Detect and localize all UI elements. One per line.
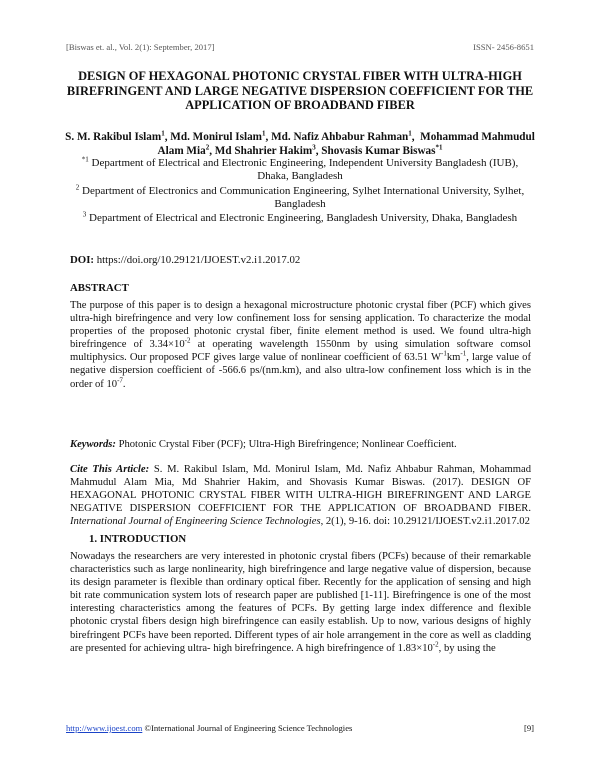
intro-text: Nowadays the researchers are very interested in photonic crystal fibers (PCFs) because of their remarkable characteristics such as large nonlinearity, high birefringence and large negative value of dispersion, because its design parameter is flexible than ordinary optical fiber. Recently for the application of sensing and high bit rate communication system lots of research paper are published [1-11]. Birefringence is one of the most interesting characteristics among the features of PCFs. By getting large index difference and flexible photonic crystal fibers design high birefringence can easily establish. Up to now, various designs of highly birefringent PCFs have been reported. Different types of air hole arrangement in the core as well as cladding are presented for achieving ultra- high birefringence. A high birefringence of 1.83×10 [70,551,531,654]
affiliation-text: Department of Electrical and Electronic Engineering, Bangladesh University, Dhaka, Bangladesh [89,212,518,224]
running-header [66,42,534,56]
abstract-text: , large value of negative dispersion coefficient of -566.6 ps/(nm.km), and also ultra-low confinement loss which is in the order of 10 [70,352,532,390]
author: Mohammad Mahmudul Alam Mia [157,131,535,157]
page-number: [9] [523,723,534,733]
author: Md. Monirul Islam [170,131,262,143]
abstract-text: . [122,378,126,390]
doi-link[interactable]: https://doi.org/10.29121/IJOEST.v2.i1.2017.02 [96,254,301,266]
author-affiliation-mark: 1 [161,129,165,138]
affiliation-mark: 2 [75,183,80,192]
doi-label: DOI: [70,254,94,266]
citation-block [70,463,531,528]
abstract-text: km [446,352,461,364]
intro-text: , by using the [438,642,496,654]
journal-website-link[interactable]: http://www.ijoest.com [66,723,143,733]
abstract-text: The purpose of this paper is to design a hexagonal microstructure photonic crystal fiber (PCF) which gives ultra-high birefringence and very low confinement loss for sensing application. To characterize the modal properties of the proposed photonic crystal fiber, finite element method is used. We found ultra-high birefringence of 3.34×10 [70,300,531,351]
affiliation-mark: 3 [82,210,87,219]
affiliation-mark: *1 [81,155,89,164]
citation-journal: International Journal of Engineering Science Technologies [70,516,321,528]
abstract-body [70,299,531,391]
superscript: -1 [441,349,447,358]
author-list: S. M. Rakibul Islam$^1$, Md. Monirul Islam$^1$, Md. Nafiz Ahbabur Rahman$^1$, Mohammad Mahmudul Alam Mia$^2$, Md Shahrier Hakim$^3$, Shovasis Kumar Biswas$^{*1}$ [65,129,535,157]
affiliation [70,212,530,225]
citation-volume: , 2(1), 9-16. doi: 10.29121/IJOEST.v2.i1.2017.02 [320,516,530,528]
introduction-heading: 1. INTRODUCTION [89,533,187,545]
doi-line [70,254,300,266]
citation-label: Cite This Article: [70,464,150,475]
header-citation: [Biswas et. al., Vol. 2(1): September, 2017] [66,42,215,52]
superscript: -2 [432,640,439,649]
abstract-heading: ABSTRACT [70,282,129,294]
author-affiliation-mark: 3 [312,142,316,151]
keywords-text: Photonic Crystal Fiber (PCF); Ultra-High Birefringence; Nonlinear Coefficient. [118,439,457,450]
author-affiliation-mark: *1 [435,142,443,151]
abstract-text: at operating wavelength 1550nm by using simulation software comsol multiphysics. Our proposed PCF gives large value of nonlinear coefficient of 63.51 W [70,339,531,364]
keywords [70,438,531,451]
paper-title: DESIGN OF HEXAGONAL PHOTONIC CRYSTAL FIBER WITH ULTRA-HIGH BIREFRINGENT AND LARGE NEGATIVE DISPERSION COEFFICIENT FOR THE APPLICATION OF BROADBAND FIBER [66,69,534,112]
citation-text: S. M. Rakibul Islam, Md. Monirul Islam, Md. Nafiz Ahbabur Rahman, Mohammad Mahmudul Alam Mia, Md Shahrier Hakim, and Shovasis Kumar Biswas. (2017). DESIGN OF HEXAGONAL PHOTONIC CRYSTAL FIBER WITH ULTRA-HIGH BIREFRINGENT AND LARGE NEGATIVE DISPERSION COEFFICIENT FOR THE APPLICATION OF BROADBAND FIBER. [70,464,532,515]
superscript: -7 [117,376,123,385]
author: Shovasis Kumar Biswas [321,144,436,157]
introduction-body [70,550,531,655]
footer-copyright: ©International Journal of Engineering Science Technologies [142,723,353,733]
affiliation-text: Department of Electronics and Communication Engineering, Sylhet International University, Sylhet, Bangladesh [82,185,525,211]
author: S. M. Rakibul Islam [65,131,162,143]
author-affiliation-mark: 1 [408,129,412,138]
author: Md. Nafiz Ahbabur Rahman [271,131,409,143]
header-issn: ISSN- 2456-8651 [473,42,534,52]
superscript: -1 [460,349,467,358]
author-affiliation-mark: 2 [205,142,210,151]
affiliation [70,185,530,211]
keywords-label: Keywords: [70,439,116,450]
page-footer [66,723,534,735]
affiliation [70,157,530,183]
affiliation-text: Department of Electrical and Electronic Engineering, Independent University Bangladesh (IUB), Dhaka, Bangladesh [91,157,519,183]
author-affiliation-mark: 1 [261,129,266,138]
author: Md Shahrier Hakim [214,144,313,157]
superscript: -2 [184,336,191,345]
